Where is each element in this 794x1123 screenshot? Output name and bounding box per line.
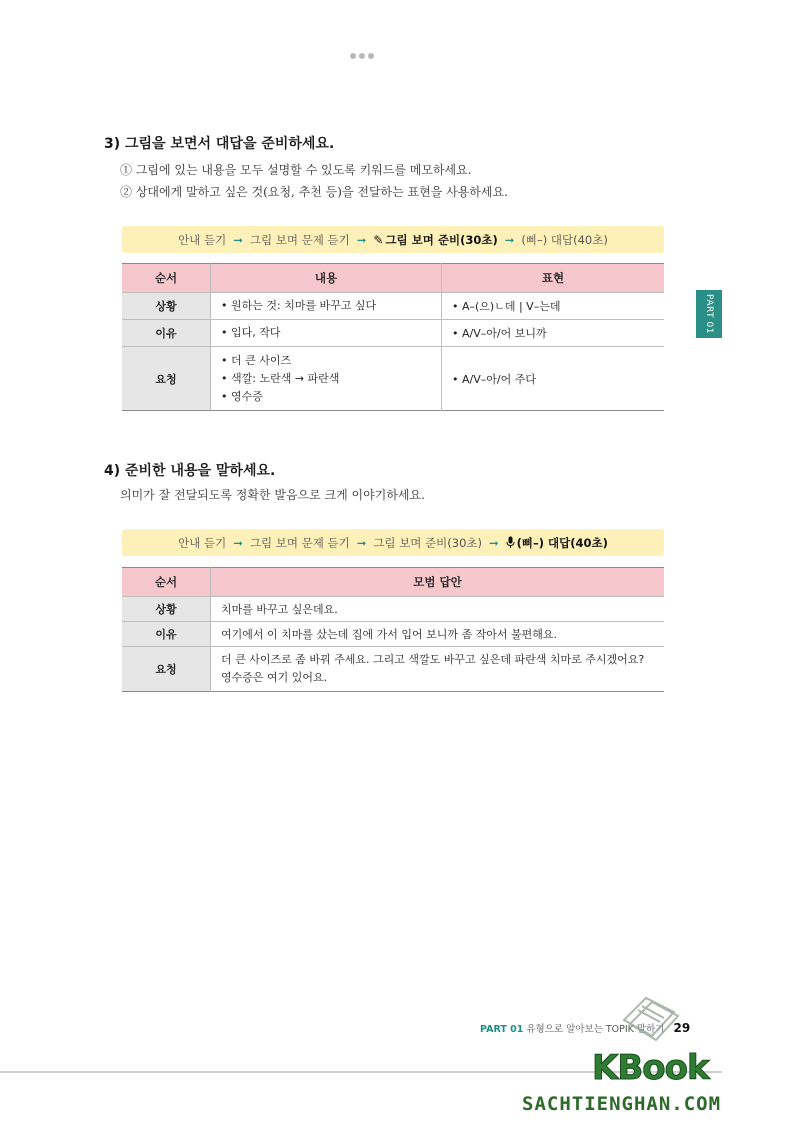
row-answer: 치마를 바꾸고 싶은데요. [211,597,665,622]
kbook-watermark-logo: KBook [592,1048,709,1088]
content-line: • 영수증 [221,389,263,403]
row-label: 상황 [122,597,211,622]
row-answer: 여기에서 이 치마를 샀는데 집에 가서 입어 보니까 좀 작아서 불편해요. [211,622,665,647]
column-header-expression: 표현 [442,264,665,293]
flow-arrow-icon: ➞ [356,232,367,247]
flow-arrow-icon: ➞ [356,535,367,550]
table-row [122,293,664,320]
flow-step-listen-question: 그림 보며 문제 듣기 [249,535,350,550]
row-label: 요청 [122,347,211,411]
flow-step-prepare: 그림 보며 준비(30초) [373,535,483,550]
table-row [122,347,664,411]
row-answer: 더 큰 사이즈로 좀 바꿔 주세요. 그리고 색깔도 바꾸고 싶은데 파란색 치마로 주시겠어요? 영수증은 여기 있어요. [211,647,665,692]
footer-part-label: PART 01 [480,1024,524,1035]
side-tab-label: PART 01 [704,294,715,334]
content-line: • 더 큰 사이즈 [221,353,292,367]
row-label: 상황 [122,293,211,320]
section4-flow-bar [122,529,664,556]
section3-table [122,263,664,411]
page-top-dots [350,53,374,59]
flow-arrow-icon: ➞ [504,232,515,247]
section3-instruction-2: ② 상대에게 말하고 싶은 것(요청, 추천 등)을 전달하는 표현을 사용하세요. [120,185,508,199]
content-line: • 원하는 것: 치마를 바꾸고 싶다 [221,299,377,312]
content-line: • 색깔: 노란색 → 파란색 [221,371,340,385]
watermark-site-url: SACHTIENGHAN.COM [522,1093,722,1115]
row-label: 이유 [122,622,211,647]
row-expression: • A/V–아/어 주다 [442,347,665,411]
section3-flow-bar [122,226,664,253]
table-header-row [122,568,664,597]
column-header-order: 순서 [122,568,211,597]
flow-arrow-icon: ➞ [233,232,243,247]
part-side-tab [696,290,722,338]
row-expression: • A/V–아/어 보니까 [442,320,665,347]
flow-step-listen-guide: 안내 듣기 [178,535,227,550]
row-label: 이유 [122,320,211,347]
table-row [122,622,664,647]
row-content [211,347,442,411]
section3-instruction-1: ① 그림에 있는 내용을 모두 설명할 수 있도록 키워드를 메모하세요. [120,163,472,177]
flow-step-prepare: 그림 보며 준비(30초) [385,232,498,247]
table-row [122,597,664,622]
table-header-row [122,264,664,293]
flow-step-listen-guide: 안내 듣기 [178,232,227,247]
content-line: • 입다, 작다 [221,326,281,339]
flow-step-answer: (삐–) 대답(40초) [521,232,608,247]
column-header-order: 순서 [122,264,211,293]
section4-title: 4) 준비한 내용을 말하세요. [104,463,276,479]
flow-arrow-icon: ➞ [489,535,499,550]
book-watermark-icon [616,990,686,1045]
microphone-icon [506,536,515,550]
row-label: 요청 [122,647,211,692]
section3-title: 3) 그림을 보면서 대답을 준비하세요. [104,136,335,152]
table-row [122,320,664,347]
table-row [122,647,664,692]
flow-step-listen-question: 그림 보며 문제 듣기 [249,232,350,247]
flow-step-answer: (삐–) 대답(40초) [516,535,608,550]
row-content [211,293,442,320]
row-expression: • A–(으)ㄴ데 | V–는데 [442,293,665,320]
section4-instruction: 의미가 잘 전달되도록 정확한 발음으로 크게 이야기하세요. [120,488,425,502]
column-header-content: 내용 [211,264,442,293]
row-content [211,320,442,347]
flow-arrow-icon: ➞ [233,535,243,550]
column-header-model-answer: 모범 답안 [211,568,665,597]
section4-table [122,567,664,692]
pencil-icon: ✎ [373,232,384,247]
page-number: 29 [673,1021,691,1035]
footer-book-title: 유형으로 알아보는 TOPIK 말하기 [526,1024,665,1035]
